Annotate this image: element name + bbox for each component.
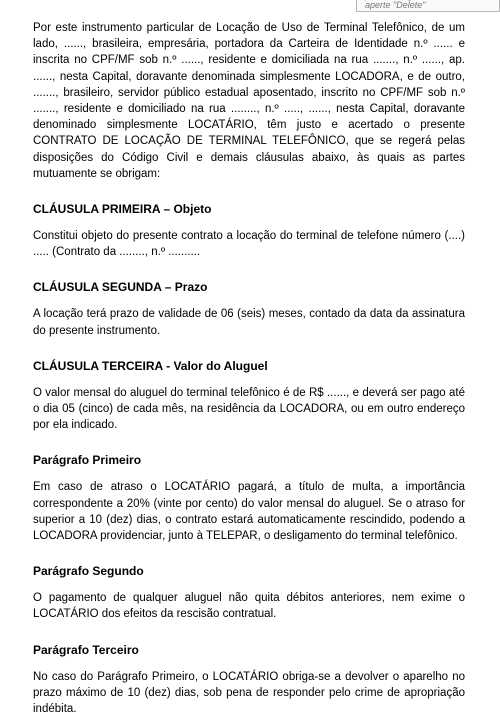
clause-3-heading: CLÁUSULA TERCEIRA - Valor do Aluguel (33, 358, 268, 373)
clause-2-body: A locação terá prazo de validade de 06 (seis) meses, contado da data da assinatura do presente instrumento. (33, 308, 465, 337)
paragraph-2-heading: Parágrafo Segundo (33, 564, 144, 579)
paragraph-1-heading: Parágrafo Primeiro (33, 453, 142, 468)
tooltip-line-2: aperte "Delete" (365, 0, 426, 10)
clause-1-body: Constitui objeto do presente contrato a locação do terminal de telefone número (....) ..... (Contrato da ........, n.º .......... (33, 230, 465, 259)
paragraph-3-body: No caso do Parágrafo Primeiro, o LOCATÁRIO obriga-se a devolver o aparelho no prazo máximo de 10 (dez) dias, sob pena de responder pelo crime de apropriação indébita. (33, 670, 465, 716)
paragraph-1-body: Em caso de atraso o LOCATÁRIO pagará, a título de multa, a importância correspondente a 20% (vinte por cento) do valor mensal do aluguel. Se o atraso for superior a 10 (dez) dias, o contrato estará automaticamente rescindido, podendo a LOCADORA providenciar, junto à TELEPAR, o desligamento do terminal telefônico. (33, 481, 465, 543)
paragraph-2-body: O pagamento de qualquer aluguel não quita débitos anteriores, nem exime o LOCATÁRIO dos efeitos da rescisão contratual. (33, 592, 465, 621)
clause-2-heading: CLÁUSULA SEGUNDA – Prazo (33, 280, 208, 295)
clause-1-heading: CLÁUSULA PRIMEIRA – Objeto (33, 202, 212, 217)
clause-3-body: O valor mensal do aluguel do terminal telefônico é de R$ ......, e deverá ser pago até o dia 05 (cinco) de cada mês, na residência da LOCADORA, ou em outro endereço por ela indicado. (33, 386, 465, 432)
tooltip-box (356, 0, 500, 12)
paragraph-3-heading: Parágrafo Terceiro (33, 642, 139, 657)
intro-paragraph: Por este instrumento particular de Locação de Uso de Terminal Telefônico, de um lado, ......, brasileira, empresária, portadora da Carteira de Identidade n.º ...... e inscrita no CPF/MF sob n.º ......, residente e domiciliada na rua ......., n.º ......, ap. ......, nesta Capital, doravante denominada simplesmente LOCADORA, e de outro, ......., brasileiro, servidor público estadual aposentado, inscrito no CPF/MF sob n.º ......., residente e domiciliado na rua ........, n.º ....., ......, nesta Capital, doravante denominado simplesmente LOCATÁRIO, têm justo e acertado o presente CONTRATO DE LOCAÇÃO DE TERMINAL TELEFÔNICO, que se regerá pelas disposições do Código Civil e demais cláusulas abaixo, às quais as partes mutuamente se obrigam: (33, 22, 465, 180)
contract-document (33, 20, 465, 717)
